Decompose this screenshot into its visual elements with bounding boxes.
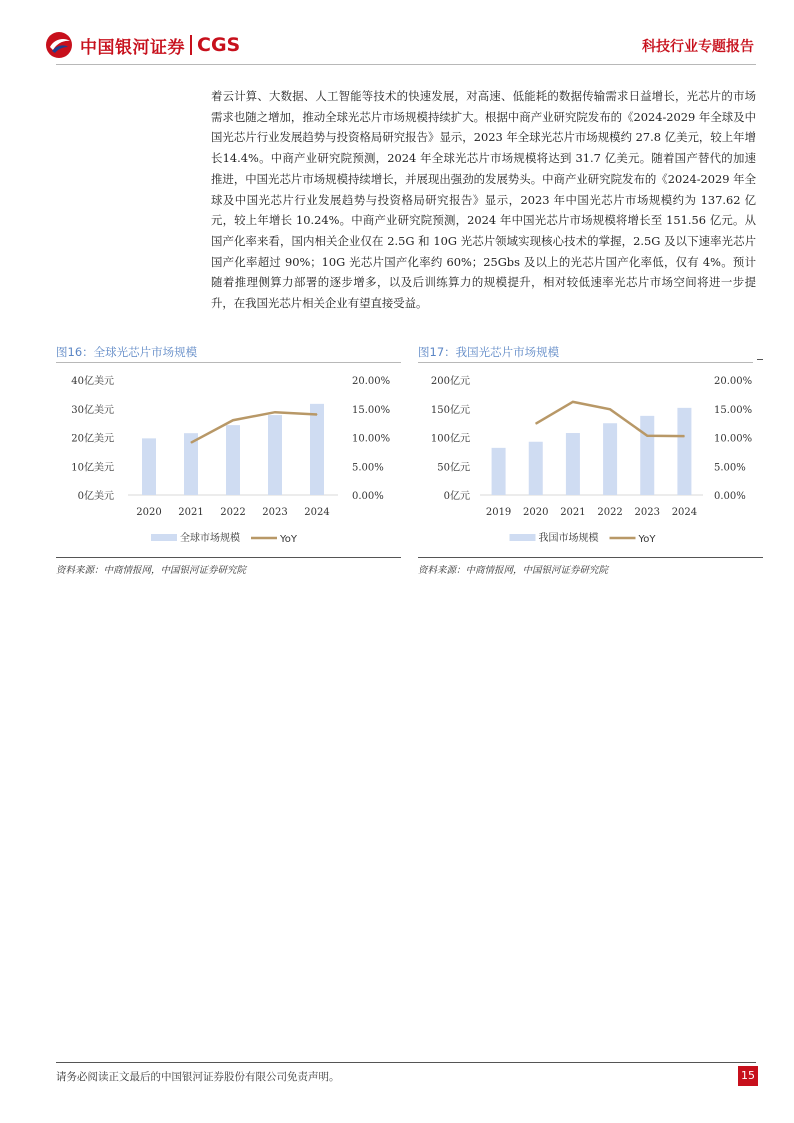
bar bbox=[226, 425, 240, 495]
page-number: 15 bbox=[738, 1066, 758, 1086]
x-tick-label: 2020 bbox=[136, 507, 162, 518]
page-header bbox=[0, 0, 794, 70]
figure-17 bbox=[418, 340, 763, 580]
legend-line-label: YoY bbox=[638, 534, 656, 545]
y-right-tick-label: 20.00% bbox=[352, 376, 391, 387]
company-logo bbox=[44, 30, 240, 60]
figure-bottom-rule bbox=[56, 557, 401, 558]
bar bbox=[640, 416, 654, 495]
y-left-tick-label: 30亿美元 bbox=[71, 404, 114, 416]
x-tick-label: 2022 bbox=[597, 507, 623, 518]
x-tick-label: 2019 bbox=[485, 507, 512, 518]
yoy-point bbox=[535, 423, 536, 424]
legend-line-label: YoY bbox=[280, 534, 298, 545]
figure-bottom-rule bbox=[418, 557, 763, 558]
y-left-tick-label: 10亿美元 bbox=[71, 462, 114, 474]
y-right-tick-label: 15.00% bbox=[714, 404, 753, 416]
yoy-point bbox=[647, 435, 648, 436]
x-tick-label: 2023 bbox=[262, 507, 288, 518]
y-left-tick-label: 150亿元 bbox=[430, 404, 470, 416]
bar bbox=[677, 408, 691, 495]
figure-source: 资料来源：中商情报网，中国银河证券研究院 bbox=[418, 565, 609, 576]
y-right-tick-label: 0.00% bbox=[714, 491, 746, 502]
figure-title: 图17：我国光芯片市场规模 bbox=[418, 345, 560, 359]
yoy-point bbox=[233, 420, 234, 421]
y-right-tick-label: 15.00% bbox=[352, 404, 391, 416]
y-right-tick-label: 0.00% bbox=[352, 491, 384, 502]
bar bbox=[492, 448, 506, 495]
y-left-tick-label: 40亿美元 bbox=[71, 376, 114, 387]
figure-source: 资料来源：中商情报网，中国银河证券研究院 bbox=[56, 565, 247, 576]
x-tick-label: 2021 bbox=[178, 507, 204, 518]
legend-bar-label: 全球市场规模 bbox=[180, 533, 240, 544]
bar bbox=[142, 438, 156, 495]
legend-bar-swatch bbox=[151, 534, 177, 541]
y-left-tick-label: 0亿元 bbox=[443, 491, 470, 502]
bar bbox=[529, 442, 543, 495]
x-tick-label: 2021 bbox=[560, 507, 586, 518]
galaxy-logo-icon bbox=[44, 30, 74, 60]
yoy-point bbox=[610, 409, 611, 410]
figure-divider bbox=[56, 362, 401, 363]
header-divider bbox=[56, 64, 756, 65]
bar bbox=[603, 423, 617, 495]
y-left-tick-label: 100亿元 bbox=[430, 433, 470, 445]
y-left-tick-label: 200亿元 bbox=[430, 376, 470, 387]
y-left-tick-label: 50亿元 bbox=[437, 462, 470, 474]
bar bbox=[310, 404, 324, 495]
body-paragraph: 着云计算、大数据、人工智能等技术的快速发展，对高速、低能耗的数据传输需求日益增长，光芯片的市场需求也随之增加，推动全球光芯片市场规模持续扩大。根据中商产业研究院发布的《2024-2029 年全球及中国光芯片行业发展趋势与投资格局研究报告》显示，2023 年全球光芯片市场规模约 27.8 亿美元，较上年增长14.4%。中商产业研究院预测，2024 年全球光芯片市场规模将达到 31.7 亿美元。随着国产替代的加速推进，中国光芯片市场规模持续增长，并展现出强劲的发展势头。中商产业研究院发布的《2024-2029 年全球及中国光芯片行业发展趋势与投资格局研究报告》显示，2023 年中国光芯片市场规模约为 137.62 亿元，较上年增长 10.24%。中商产业研究院预测，2024 年中国光芯片市场规模将增长至 151.56 亿元。从国产化率来看，国内相关企业仅在 2.5G 和 10G 光芯片领域实现核心技术的掌握，2.5G 及以下速率光芯片国产化率超过 90%；10G 光芯片国产化率约 60%；25Gbs 及以上的光芯片国产化率低，仅有 4%。预计随着推理侧算力部署的逐步增多，以及后训练算力的规模提升，相对较低速率光芯片市场空间将进一步提升，在我国光芯片相关企业有望直接受益。 bbox=[211, 89, 756, 311]
yoy-point bbox=[191, 442, 192, 443]
figure-title: 图16：全球光芯片市场规模 bbox=[56, 345, 198, 359]
legend-bar-label: 我国市场规模 bbox=[538, 533, 599, 544]
figure-dash bbox=[757, 359, 763, 360]
x-tick-label: 2024 bbox=[671, 507, 698, 518]
logo-cgs: CGS bbox=[197, 34, 241, 56]
report-type: 科技行业专题报告 bbox=[642, 39, 754, 55]
yoy-point bbox=[275, 412, 276, 413]
china-market-chart bbox=[418, 364, 763, 554]
y-left-tick-label: 0亿美元 bbox=[77, 491, 114, 502]
bar bbox=[566, 433, 580, 495]
y-right-tick-label: 5.00% bbox=[714, 462, 746, 474]
figure-divider bbox=[418, 362, 753, 363]
x-tick-label: 2024 bbox=[304, 507, 330, 518]
yoy-point bbox=[317, 414, 318, 415]
y-right-tick-label: 20.00% bbox=[714, 376, 753, 387]
bar bbox=[268, 415, 282, 495]
yoy-point bbox=[684, 436, 685, 437]
footer-divider bbox=[56, 1062, 756, 1063]
global-market-chart bbox=[56, 364, 401, 554]
logo-text: 中国银河证券 bbox=[80, 37, 185, 58]
y-right-tick-label: 10.00% bbox=[714, 433, 753, 445]
y-right-tick-label: 5.00% bbox=[352, 462, 384, 474]
x-tick-label: 2023 bbox=[634, 507, 660, 518]
x-tick-label: 2020 bbox=[523, 507, 549, 518]
y-left-tick-label: 20亿美元 bbox=[71, 433, 114, 445]
figure-16 bbox=[56, 340, 401, 580]
logo-divider bbox=[190, 35, 192, 55]
legend-bar-swatch bbox=[510, 534, 536, 541]
y-right-tick-label: 10.00% bbox=[352, 433, 391, 445]
yoy-point bbox=[572, 401, 573, 402]
yoy-line bbox=[191, 412, 317, 442]
footer-disclaimer: 请务必阅读正文最后的中国银河证券股份有限公司免责声明。 bbox=[56, 1071, 340, 1083]
x-tick-label: 2022 bbox=[220, 507, 246, 518]
